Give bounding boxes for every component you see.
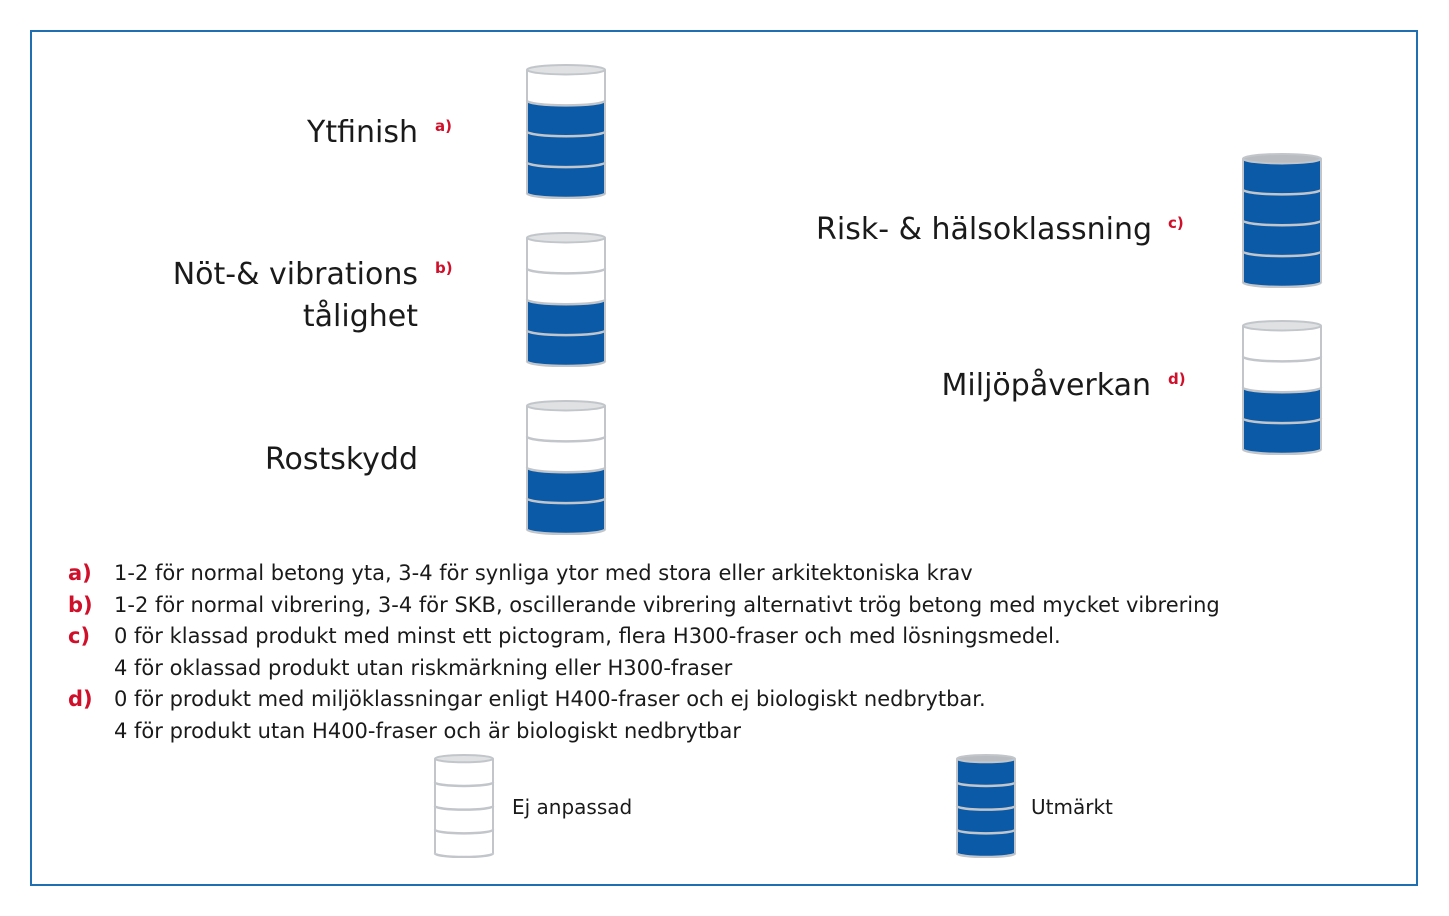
barrel-icon <box>1241 153 1323 288</box>
barrel-risk-halsoklassning <box>1241 153 1323 292</box>
footnotes <box>68 558 1220 747</box>
barrel-icon <box>525 400 607 535</box>
footnote-key: c) <box>68 624 91 648</box>
barrel-miljopaverkan <box>1241 320 1323 459</box>
barrel-icon <box>1241 320 1323 455</box>
footnote-key: a) <box>68 561 92 585</box>
footnote-key: b) <box>68 592 93 617</box>
category-label-rostskydd <box>265 439 418 481</box>
barrel-lid <box>957 755 1015 762</box>
footnote-text: 0 för produkt med miljöklassningar enligt H400-fraser och ej biologiskt nedbrytbar. <box>114 687 986 711</box>
barrel-icon <box>433 754 495 858</box>
category-label-line1: Nöt-& vibrations <box>172 257 418 292</box>
category-label-line1: Rostskydd <box>264 442 418 477</box>
barrel-not-vibration <box>525 232 607 371</box>
category-label-line2: tålighet <box>302 299 418 334</box>
barrel-icon <box>955 754 1017 858</box>
footnote-text: 4 för produkt utan H400-fraser och är biologiskt nedbrytbar <box>114 718 742 743</box>
category-label-line1: Miljöpåverkan <box>941 368 1151 403</box>
category-label-miljopaverkan <box>942 365 1151 407</box>
category-note-d: d) <box>1168 370 1186 388</box>
footnote-text: 0 för klassad produkt med minst ett pictogram, flera H300-fraser och med lösningsmedel. <box>114 624 1061 648</box>
footnote-a <box>68 558 1220 590</box>
category-label-line1: Ytfinish <box>307 115 418 150</box>
category-label-risk-halsoklassning <box>816 209 1152 251</box>
footnote-c <box>68 621 1220 684</box>
barrel-lid <box>527 65 605 74</box>
category-note-c: c) <box>1168 214 1184 232</box>
legend-label-empty: Ej anpassad <box>512 795 633 819</box>
footnote-text: 1-2 för normal betong yta, 3-4 för synliga ytor med stora eller arkitektoniska krav <box>114 561 973 585</box>
category-label-not-vibration <box>173 254 418 338</box>
barrel-icon <box>525 64 607 199</box>
barrel-lid <box>435 755 493 762</box>
barrel-icon <box>525 232 607 367</box>
barrel-lid <box>1243 321 1321 330</box>
category-label-line1: Risk- & hälsoklassning <box>816 212 1152 247</box>
legend-barrel-full <box>955 754 1017 862</box>
legend-barrel-empty <box>433 754 495 862</box>
barrel-lid <box>527 233 605 242</box>
footnote-b <box>68 590 1220 622</box>
footnote-text: 1-2 för normal vibrering, 3-4 för SKB, oscillerande vibrering alternativt trög betong med mycket vibrering <box>114 592 1220 617</box>
category-label-ytfinish <box>307 112 418 154</box>
diagram-frame <box>30 30 1418 886</box>
legend-label-full: Utmärkt <box>1031 795 1113 819</box>
barrel-ytfinish <box>525 64 607 203</box>
category-note-a: a) <box>435 117 452 135</box>
footnote-key: d) <box>68 687 93 711</box>
barrel-lid <box>527 401 605 410</box>
category-note-b: b) <box>435 259 453 277</box>
barrel-rostskydd <box>525 400 607 539</box>
barrel-lid <box>1243 154 1321 163</box>
footnote-text: 4 för oklassad produkt utan riskmärkning eller H300-fraser <box>114 655 733 680</box>
footnote-d <box>68 684 1220 747</box>
